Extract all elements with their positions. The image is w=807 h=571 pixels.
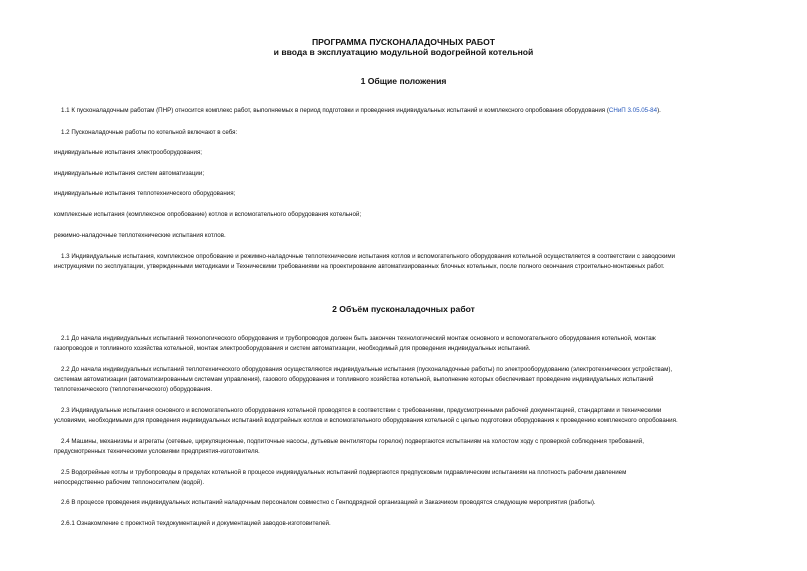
list-item: индивидуальные испытания систем автоматизации; <box>54 170 205 177</box>
paragraph-2-2-line-2: системам автоматизации (автоматизированным системам управления), газового оборудования и топливного хозяйства котельной, выполнение которых обеспечивает проведение индивидуальных испытаний <box>54 376 654 383</box>
document-title-line-2: и ввода в эксплуатацию модульной водогрейной котельной <box>273 47 534 57</box>
document-title-line-1: ПРОГРАММА ПУСКОНАЛАДОЧНЫХ РАБОТ <box>311 37 496 47</box>
paragraph-1-1-end: ). <box>657 107 661 114</box>
paragraph-2-6: 2.6 В процессе проведения индивидуальных испытаний наладочным персоналом совместно с Генподрядной организацией и Заказчиком проводятся следующие мероприятия (работы). <box>61 499 596 506</box>
paragraph-2-5-line-1: 2.5 Водогрейные котлы и трубопроводы в пределах котельной в процессе индивидуальных испытаний подвергаются предпусковым гидравлическим испытаниям на плотность рабочим давлением <box>61 469 627 476</box>
paragraph-2-2-line-3: теплотехнического (теплотехнического) оборудования. <box>54 386 213 393</box>
paragraph-1-3-line-1: 1.3 Индивидуальные испытания, комплексное опробование и режимно-наладочные теплотехнические испытания котлов и вспомогательного оборудования котельной осуществляется в соответствии с заводскими <box>61 253 676 260</box>
list-item: индивидуальные испытания электрооборудования; <box>54 149 203 156</box>
paragraph-2-6-1: 2.6.1 Ознакомление с проектной техдокументацией и документацией заводов-изготовителей. <box>61 520 331 527</box>
paragraph-2-3-line-1: 2.3 Индивидуальные испытания основного и вспомогательного оборудования котельной проводятся в соответствии с требованиями, предусмотренными рабочей документацией, стандартами и техническими <box>61 407 662 414</box>
paragraph-1-1 <box>61 106 766 117</box>
paragraph-1-1-text: 1.1 К пусконаладочным работам (ПНР) относится комплекс работ, выполняемых в период подготовки и проведения индивидуальных испытаний и комплексного опробования оборудования ( <box>61 107 609 114</box>
paragraph-2-1-line-1: 2.1 До начала индивидуальных испытаний технологического оборудования и трубопроводов должен быть закончен технологический монтаж основного и вспомогательного оборудования котельной, монтаж <box>61 335 656 342</box>
paragraph-1-3-line-2: инструкциями по эксплуатации, утвержденными методиками и Техническими требованиями на проектирование автоматизированных блочных котельных, после полного окончания строительно-монтажных работ. <box>54 263 665 270</box>
list-item: комплексные испытания (комплексное опробование) котлов и вспомогательного оборудования котельной; <box>54 211 362 218</box>
snip-link[interactable]: СНиП 3.05.05-84 <box>608 107 658 114</box>
list-item: индивидуальные испытания теплотехнического оборудования; <box>54 190 236 197</box>
paragraph-2-1-line-2: газопроводов и топливного хозяйства котельной, монтаж электрооборудования и систем автоматизации, необходимый для проведения индивидуальных испытаний. <box>54 345 531 352</box>
paragraph-2-2-line-1: 2.2 До начала индивидуальных испытаний теплотехнического оборудования осуществляются индивидуальные испытания (пусконаладочные работы) по электрооборудованию (электротехнических устройствам), <box>61 366 673 373</box>
paragraph-2-5-line-2: непосредственно рабочим теплоносителем (водой). <box>54 479 205 486</box>
paragraph-1-2: 1.2 Пусконаладочные работы по котельной включают в себя: <box>61 129 238 136</box>
section-1-heading: 1 Общие положения <box>360 76 447 86</box>
paragraph-2-3-line-2: условиями, необходимыми для проведения индивидуальных испытаний водогрейных котлов и вспомогательного оборудования котельной с целью подготовки оборудования к проведению комплексного опробования. <box>54 417 678 424</box>
paragraph-2-4-line-1: 2.4 Машины, механизмы и агрегаты (сетевые, циркуляционные, подпиточные насосы, дутьевые вентиляторы горелок) подвергаются испытаниям на холостом ходу с проверкой соблюдения требований, <box>61 438 644 445</box>
list-item: режимно-наладочные теплотехнические испытания котлов. <box>54 232 226 239</box>
section-2-heading: 2 Объём пусконаладочных работ <box>332 304 475 314</box>
paragraph-2-4-line-2: предусмотренных техническими условиями предприятия-изготовителя. <box>54 448 260 455</box>
